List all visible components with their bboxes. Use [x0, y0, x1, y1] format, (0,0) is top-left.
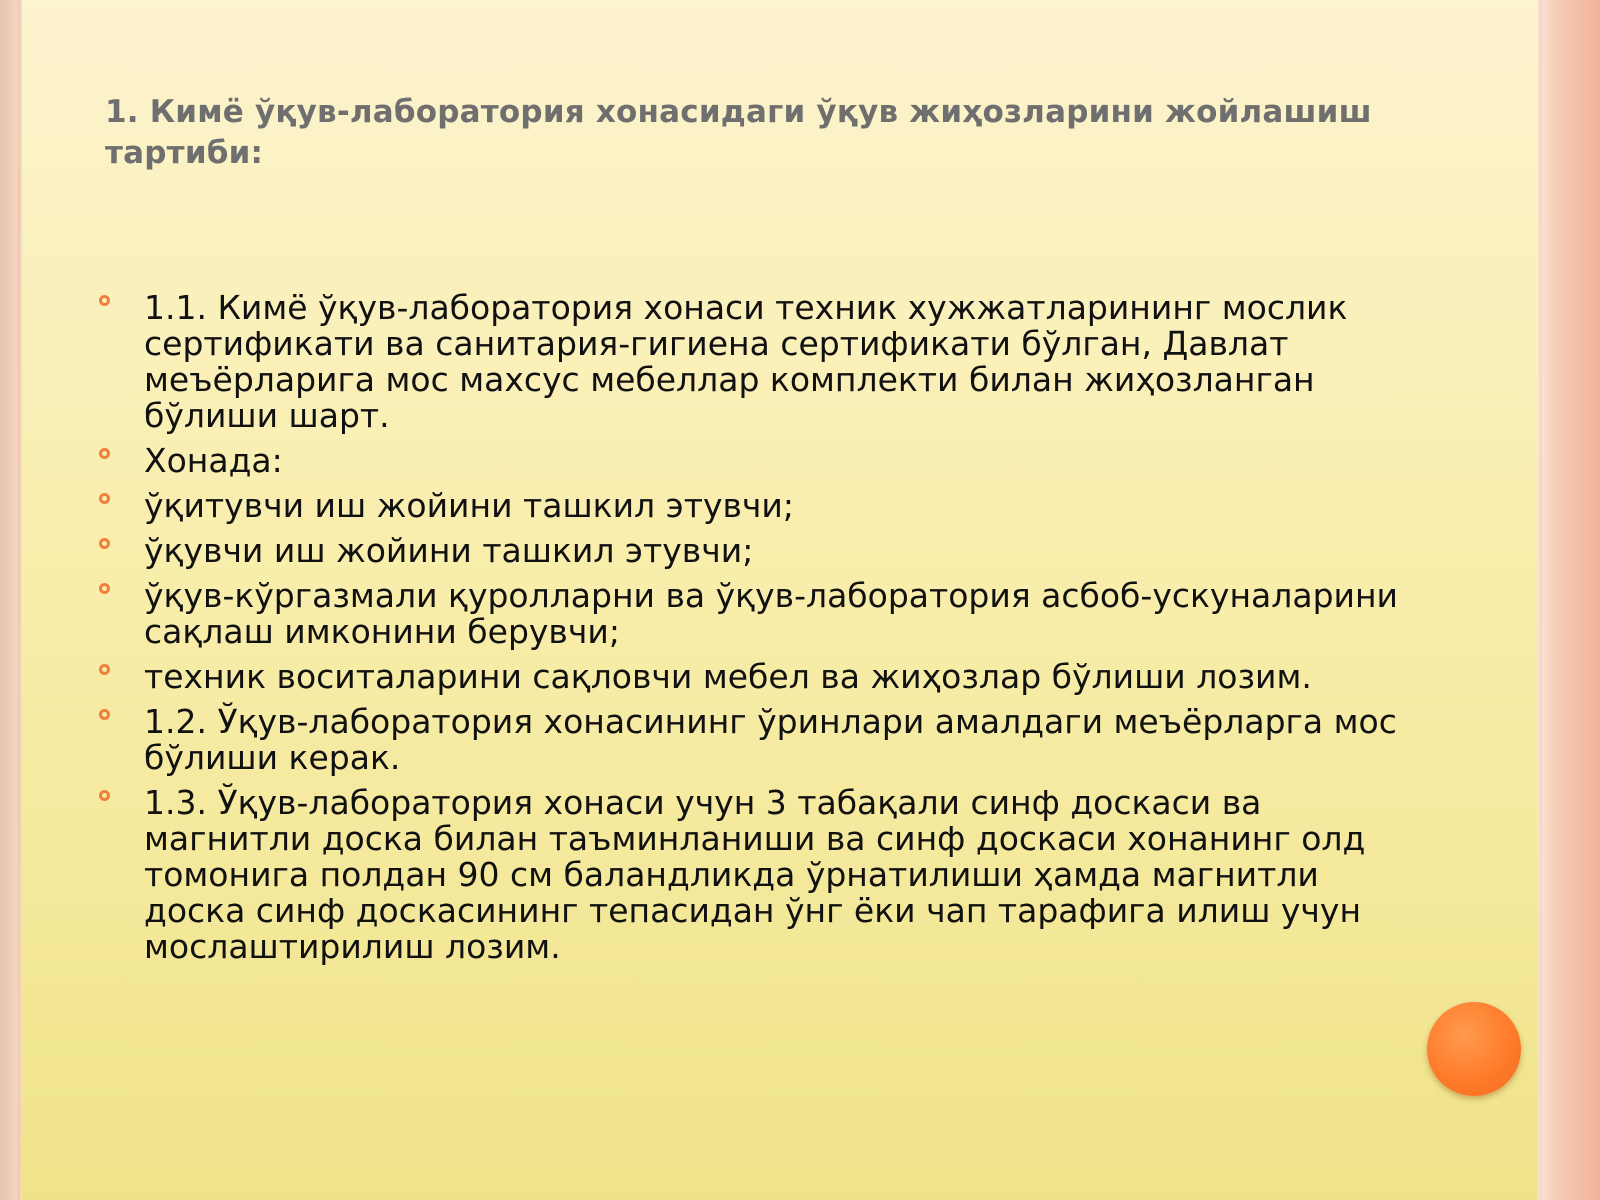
right-border-decoration — [1538, 0, 1600, 1200]
list-item — [95, 704, 1425, 776]
list-item — [95, 533, 1425, 569]
title-line-1: 1. Кимё ўқув-лаборатория хонасидаги ўқув жиҳозларини жойлашиш — [105, 94, 1372, 130]
slide-title — [105, 92, 1525, 174]
left-border-line — [18, 0, 20, 1200]
list-item — [95, 290, 1425, 434]
list-item-text: Хонада: — [144, 441, 283, 480]
list-item-text: техник воситаларини сақловчи мебел ва жиҳозлар бўлиши лозим. — [144, 657, 1312, 696]
bullet-circle-icon — [99, 709, 110, 720]
orange-circle-decoration — [1427, 1002, 1521, 1096]
bullet-circle-icon — [99, 664, 110, 675]
list-item-text: 1.1. Кимё ўқув-лаборатория хонаси техник хужжатларининг мослик сертификати ва санитария-гигиена сертификати бўлган, Давлат меъёрларига мос махсус мебеллар комплекти билан жиҳозланган бўлиши шарт. — [144, 288, 1348, 435]
bullet-circle-icon — [99, 538, 110, 549]
bullet-list — [95, 290, 1425, 974]
right-border-line — [1539, 0, 1542, 1200]
bullet-circle-icon — [99, 295, 110, 306]
list-item — [95, 659, 1425, 695]
bullet-circle-icon — [99, 790, 110, 801]
list-item — [95, 785, 1425, 965]
list-item-text: ўқув-кўргазмали қуролларни ва ўқув-лаборатория асбоб-ускуналарини сақлаш имконини берувчи; — [144, 576, 1398, 651]
list-item-text: ўқитувчи иш жойини ташкил этувчи; — [144, 486, 794, 525]
list-item-text: ўқувчи иш жойини ташкил этувчи; — [144, 531, 754, 570]
list-item — [95, 443, 1425, 479]
bullet-circle-icon — [99, 493, 110, 504]
bullet-circle-icon — [99, 583, 110, 594]
list-item-text: 1.2. Ўқув-лаборатория хонасининг ўринлари амалдаги меъёрларга мос бўлиши керак. — [144, 702, 1397, 777]
list-item — [95, 578, 1425, 650]
list-item-text: 1.3. Ўқув-лаборатория хонаси учун 3 табақали синф доскаси ва магнитли доска билан таъминланиши ва синф доскаси хонанинг олд томонига полдан 90 см баландликда ўрнатилиши ҳамда магнитли доска синф доскасининг тепасидан ўнг ёки чап тарафига илиш учун мослаштирилиш лозим. — [144, 783, 1366, 966]
list-item — [95, 488, 1425, 524]
title-line-2: тартиби: — [105, 135, 264, 171]
bullet-circle-icon — [99, 448, 110, 459]
